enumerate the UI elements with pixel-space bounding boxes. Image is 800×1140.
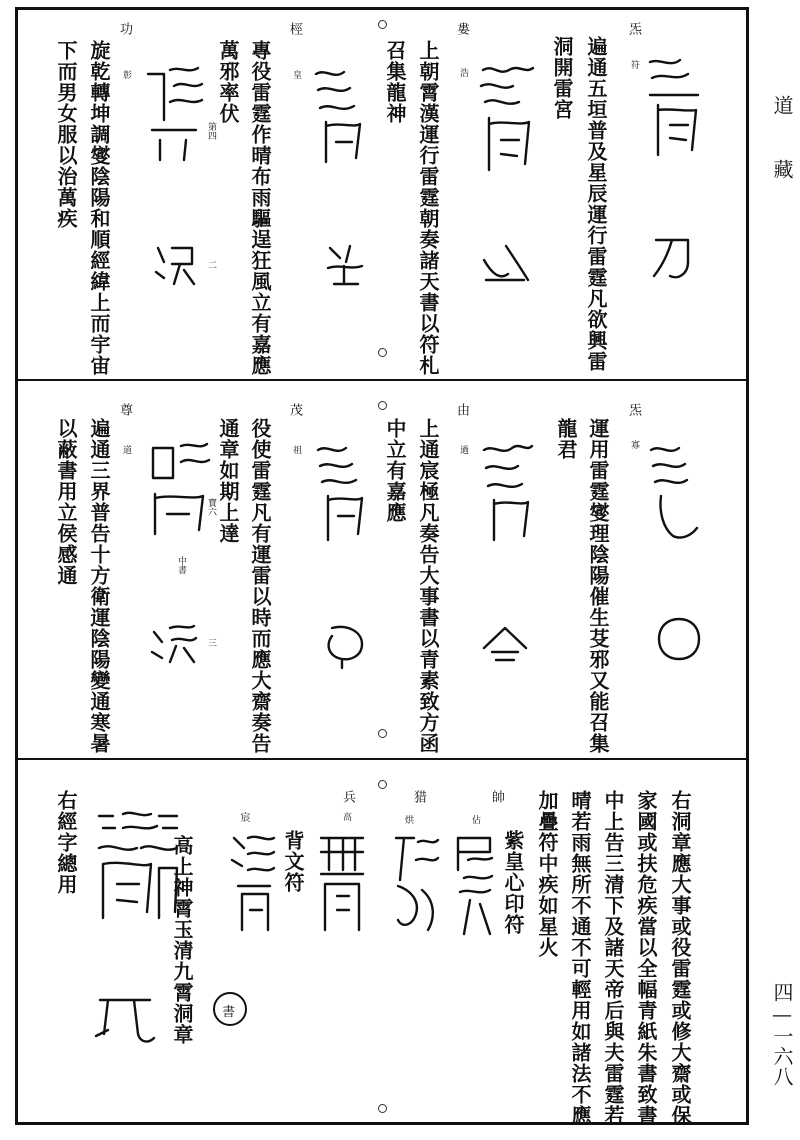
talisman-glyph [90, 990, 160, 1050]
text-column: 萬邪率伏 [216, 40, 240, 124]
talisman-sublabel: 寡 [629, 440, 639, 449]
note-annotation: 寶六 [206, 498, 216, 516]
talisman-glyph [310, 62, 370, 172]
talisman-glyph [320, 620, 370, 670]
talisman-label: 猎 [411, 790, 426, 803]
talisman-label: 炁 [626, 403, 641, 416]
talisman-label: 炁 [626, 22, 641, 35]
talisman-sublabel: 符 [629, 60, 639, 69]
talisman-caption: 紫皇心印符 [501, 830, 525, 935]
binding-hole [378, 729, 387, 738]
talisman-label: 尊 [117, 403, 132, 416]
talisman-sublabel: 過 [458, 445, 468, 454]
talisman-glyph [315, 830, 370, 940]
talisman-label: 功 [117, 22, 132, 35]
talisman-sublabel: 道 [121, 445, 131, 454]
binding-hole [378, 780, 387, 789]
talisman-sublabel: 高 [341, 812, 351, 821]
talisman-glyph [148, 618, 200, 666]
talisman-glyph [150, 240, 200, 290]
rubric-column: 晴若雨無所不通不可輕用如諸法不應 [568, 790, 592, 1126]
text-column: 龍君 [554, 418, 578, 460]
panel-divider-1 [15, 379, 749, 381]
talisman-caption: 高上神霄玉清九霄洞章 [170, 835, 194, 1045]
seal-char: 書 [222, 1005, 236, 1020]
text-column: 通章如期上達 [216, 418, 240, 544]
note-annotation: 二 [206, 260, 216, 269]
text-column: 洞開雷宮 [550, 36, 574, 120]
talisman-glyph [648, 232, 698, 287]
talisman-sublabel: 祖 [291, 445, 301, 454]
text-column: 遍通三界普告十方衛運陰陽變通寒暑 [87, 418, 111, 754]
note-annotation: 三 [206, 638, 216, 647]
binding-hole [378, 1104, 387, 1113]
talisman-glyph [478, 240, 533, 290]
binding-hole [378, 20, 387, 29]
talisman-glyph [645, 440, 705, 550]
rubric-column: 中上告三清下及諸天帝后與夫雷霆若 [601, 790, 625, 1126]
talisman-glyph [478, 440, 538, 550]
talisman-glyph [145, 438, 215, 548]
text-column: 以蔽書用立侯感通 [54, 418, 78, 586]
note-annotation: 中書 [176, 556, 186, 574]
text-column: 專役雷霆作晴布雨驅逞狂風立有嘉應 [248, 40, 272, 376]
text-column: 上朝霄漢運行雷霆朝奏諸天書以符札 [416, 40, 440, 376]
talisman-glyph [475, 60, 545, 180]
talisman-glyph [320, 240, 370, 290]
text-column: 召集龍神 [383, 40, 407, 124]
talisman-glyph [140, 60, 210, 170]
talisman-label: 桱 [287, 22, 302, 35]
text-column: 運用雷霆燮理陰陽催生芟邪又能召集 [586, 418, 610, 754]
text-column: 上通宸極凡奏告大事書以青素致方函 [416, 418, 440, 754]
binding-hole [378, 348, 387, 357]
talisman-sublabel: 佔 [470, 815, 480, 824]
panel-divider-2 [15, 758, 749, 760]
talisman-glyph [480, 622, 530, 662]
talisman-glyph [312, 440, 372, 550]
book-title: 道藏 [770, 95, 794, 223]
talisman-label: 宸 [238, 812, 249, 822]
binding-hole [378, 401, 387, 410]
talisman-label: 帥 [489, 790, 504, 803]
talisman-sublabel: 彰 [121, 70, 131, 79]
talisman-caption: 背文符 [281, 830, 305, 893]
talisman-label: 由 [454, 403, 469, 416]
text-column: 旋乾轉坤調燮陰陽和順經緯上而宇宙 [87, 40, 111, 376]
rubric-column: 右洞章應大事或役雷霆或修大齋或保 [668, 790, 692, 1126]
page-number: 四—一六八 [770, 982, 794, 1086]
talisman-glyph [390, 830, 440, 940]
footer-column: 右經字總用 [54, 790, 78, 895]
text-column: 役使雷霆凡有運雷以時而應大齋奏告 [248, 418, 272, 754]
talisman-label: 婁 [454, 22, 469, 35]
talisman-label: 兵 [340, 790, 355, 803]
talisman-sublabel: 烘 [403, 815, 413, 824]
text-column: 遍通五垣普及星辰運行雷霆凡欲興雷 [584, 36, 608, 372]
note-annotation: 第四 [206, 122, 216, 140]
text-column: 中立有嘉應 [383, 418, 407, 523]
talisman-sublabel: 皇 [291, 70, 301, 79]
talisman-glyph [640, 50, 710, 170]
talisman-glyph [228, 830, 278, 940]
rubric-column: 家國或扶危疾當以全幅青紙朱書致書 [634, 790, 658, 1126]
talisman-label: 茂 [287, 403, 302, 416]
talisman-glyph [655, 615, 703, 663]
talisman-glyph [450, 830, 500, 940]
text-column: 下而男女服以治萬疾 [54, 40, 78, 229]
talisman-sublabel: 浩 [458, 68, 468, 77]
rubric-column: 加疊符中疾如星火 [535, 790, 559, 958]
